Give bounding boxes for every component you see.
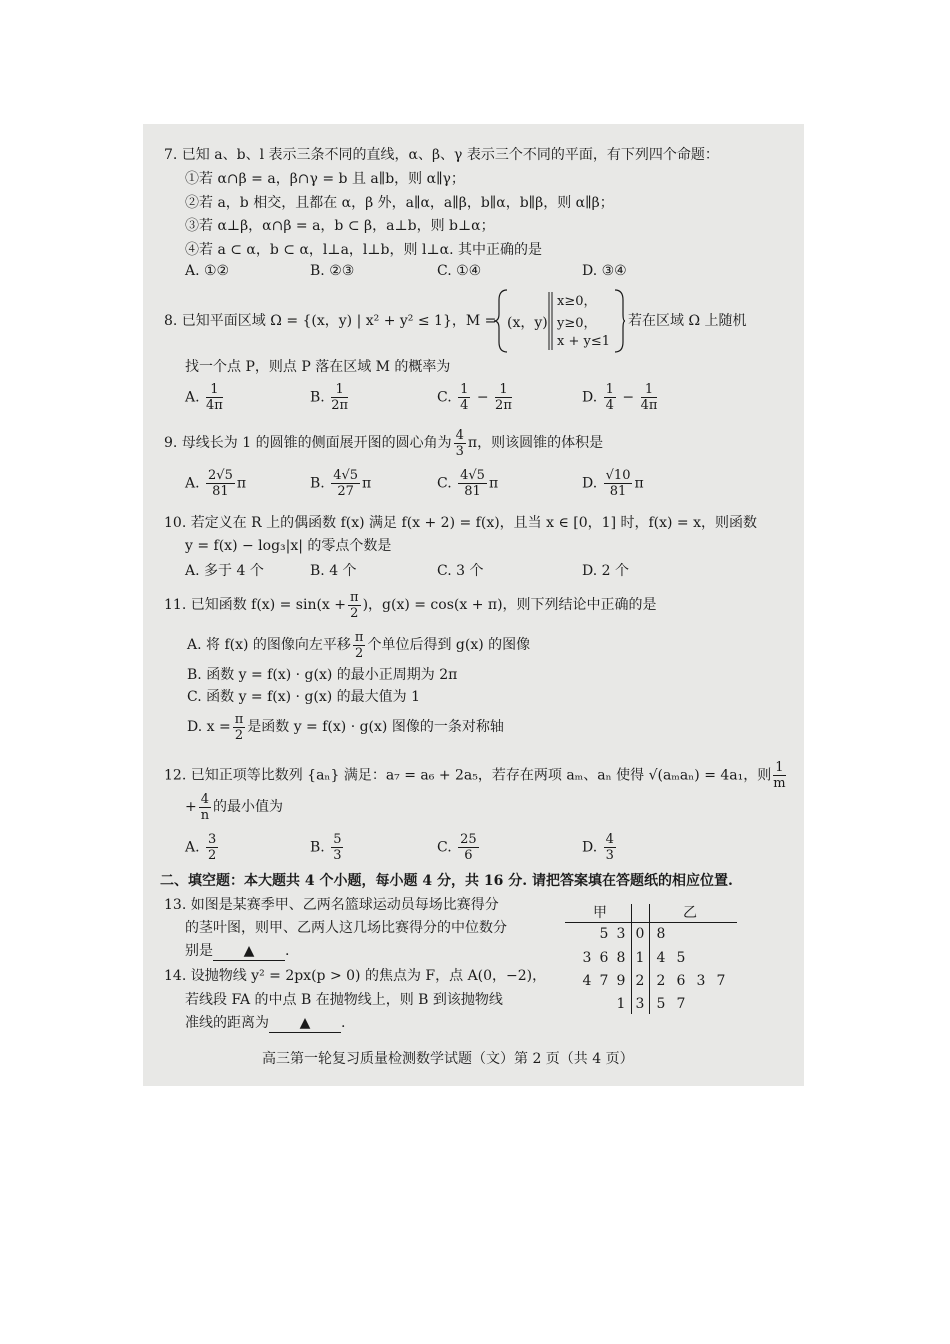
q13-answer-blank: ▲ <box>213 942 285 961</box>
q13-line-1: 13. 如图是某赛季甲、乙两名篮球运动员每场比赛得分 <box>164 897 499 913</box>
leaf-right: 3 <box>696 973 706 989</box>
q12-option-c: C. $\frac{25}{6}$ <box>437 832 477 863</box>
stem: 3 <box>635 996 645 1012</box>
q10-stem-a: 10. 若定义在 R 上的偶函数 f(x) 满足 f(x + 2) = f(x)，且当 x ∈ [0，1] 时，f(x) = x，则函数 <box>164 515 758 531</box>
stem: 0 <box>635 926 645 942</box>
q14-line-3: 准线的距离为 ▲ . <box>185 1015 346 1031</box>
leaf-right: 7 <box>716 973 726 989</box>
leaf-left: 4 <box>582 973 592 989</box>
q9-stem: 9. 母线长为 1 的圆锥的侧面展开图的圆心角为 $\frac{4}{3}$ π，则该圆锥的体积是 <box>164 427 604 459</box>
leaf-left: 6 <box>599 950 609 966</box>
leaf-left: 7 <box>599 973 609 989</box>
q12-option-b: B. $\frac{5}{3}$ <box>310 832 342 863</box>
q11-option-c: C. 函数 y = f(x) · g(x) 的最大值为 1 <box>187 689 421 705</box>
q13-line-3: 别是 ▲ . <box>185 943 290 959</box>
stem-leaf-plot <box>565 902 737 1042</box>
q9-option-b: B. $\frac{4√5}{27}$ π <box>310 468 372 499</box>
q9-option-c: C. $\frac{4√5}{81}$ π <box>437 468 499 499</box>
q7-statement-2: ②若 a，b 相交，且都在 α，β 外，a∥α，a∥β，b∥α，b∥β，则 α∥β； <box>185 195 614 211</box>
q7-statement-1: ①若 α∩β = a，β∩γ = b 且 a∥b，则 α∥γ； <box>185 171 465 187</box>
q8-set-variable: (x，y) <box>507 315 548 331</box>
q7-statement-4: ④若 a ⊂ α，b ⊂ α，l⊥a，l⊥b，则 l⊥α. 其中正确的是 <box>185 242 542 258</box>
page-footer: 高三第一轮复习质量检测数学试题（文）第 2 页（共 4 页） <box>262 1051 634 1067</box>
stem-leaf-row <box>565 973 737 991</box>
q8-option-c: C. $\frac{1}{4}$ − $\frac{1}{2\pi}$ <box>437 382 512 413</box>
q10-option-c: C. 3 个 <box>437 563 484 579</box>
q11-stem: 11. 已知函数 f(x) = sin(x + $\frac{\pi}{2}$ )，g(x) = cos(x + π)，则下列结论中正确的是 <box>164 589 657 621</box>
q8-set-m <box>493 288 625 354</box>
leaf-left: 3 <box>582 950 592 966</box>
q8-option-d: D. $\frac{1}{4}$ − $\frac{1}{4\pi}$ <box>582 382 658 413</box>
q7-option-b: B. ②③ <box>310 263 355 279</box>
stem: 1 <box>635 950 645 966</box>
q7-stem: 7. 已知 a、b、l 表示三条不同的直线，α、β、γ 表示三个不同的平面，有下列四个命题： <box>164 147 719 163</box>
q10-option-b: B. 4 个 <box>310 563 357 579</box>
q12-option-a: A. $\frac{3}{2}$ <box>185 832 217 863</box>
q9-option-a: A. $\frac{2√5}{81}$ π <box>185 468 247 499</box>
q10-option-d: D. 2 个 <box>582 563 629 579</box>
leaf-right: 2 <box>656 973 666 989</box>
q11-option-a: A. 将 f(x) 的图像向左平移 $\frac{\pi}{2}$ 个单位后得到 g(x) 的图像 <box>187 629 531 661</box>
q8-stem-a: 8. 已知平面区域 Ω = {(x，y) | x² + y² ≤ 1}，M = <box>164 313 497 329</box>
q8-condition-3: x + y≤1 <box>557 334 610 349</box>
q8-option-a: A. $\frac{1}{4\pi}$ <box>185 382 223 413</box>
q8-condition-2: y≥0， <box>557 316 597 331</box>
stem-leaf-row <box>565 926 737 944</box>
q7-option-d: D. ③④ <box>582 263 627 279</box>
leaf-right: 4 <box>656 950 666 966</box>
q11-option-b: B. 函数 y = f(x) · g(x) 的最小正周期为 2π <box>187 667 458 683</box>
q10-stem-b: y = f(x) − log₃|x| 的零点个数是 <box>185 538 392 554</box>
q14-line-1: 14. 设抛物线 y² = 2px(p > 0) 的焦点为 F，点 A(0，−2)， <box>164 968 547 984</box>
leaf-right: 7 <box>676 996 686 1012</box>
stem-leaf-left-header: 甲 <box>593 905 607 921</box>
leaf-left: 9 <box>616 973 626 989</box>
q10-option-a: A. 多于 4 个 <box>185 563 264 579</box>
stem-leaf-row <box>565 950 737 968</box>
q12-stem-a: 12. 已知正项等比数列 {aₙ} 满足：a₇ = a₆ + 2a₅，若存在两项 aₘ、aₙ 使得 √(aₘaₙ) = 4a₁，则 $\frac{1}{m}$ <box>164 760 786 791</box>
q11-option-d: D. x = $\frac{\pi}{2}$ 是函数 y = f(x) · g(x) 图像的一条对称轴 <box>187 711 504 743</box>
stem: 2 <box>635 973 645 989</box>
q14-answer-blank: ▲ <box>269 1014 341 1033</box>
leaf-right: 5 <box>656 996 666 1012</box>
stem-leaf-right-header: 乙 <box>683 905 697 921</box>
q8-stem-c: 找一个点 P，则点 P 落在区域 M 的概率为 <box>185 359 451 375</box>
leaf-right: 5 <box>676 950 686 966</box>
leaf-left: 5 <box>599 926 609 942</box>
leaf-left: 1 <box>616 996 626 1012</box>
q12-stem-b: + $\frac{4}{n}$ 的最小值为 <box>185 791 284 823</box>
leaf-right: 6 <box>676 973 686 989</box>
q13-line-2: 的茎叶图，则甲、乙两人这几场比赛得分的中位数分 <box>185 920 507 936</box>
section-fill-in-heading: 二、填空题：本大题共 4 个小题，每小题 4 分，共 16 分. 请把答案填在答题纸的相应位置. <box>160 873 733 889</box>
leaf-left: 8 <box>616 950 626 966</box>
q12-option-d: D. $\frac{4}{3}$ <box>582 832 614 863</box>
q8-stem-b: 若在区域 Ω 上随机 <box>628 313 747 329</box>
stem-leaf-row <box>565 996 737 1014</box>
stem-leaf-header-rule <box>565 922 737 923</box>
q7-option-a: A. ①② <box>185 263 230 279</box>
q9-option-d: D. $\frac{√10}{81}$ π <box>582 468 644 499</box>
q8-condition-1: x≥0， <box>557 294 597 309</box>
q8-option-b: B. $\frac{1}{2\pi}$ <box>310 382 349 413</box>
q14-line-2: 若线段 FA 的中点 B 在抛物线上，则 B 到该抛物线 <box>185 992 503 1008</box>
q7-option-c: C. ①④ <box>437 263 482 279</box>
leaf-left: 3 <box>616 926 626 942</box>
q7-statement-3: ③若 α⊥β，α∩β = a，b ⊂ β，a⊥b，则 b⊥α； <box>185 218 495 234</box>
leaf-right: 8 <box>656 926 666 942</box>
